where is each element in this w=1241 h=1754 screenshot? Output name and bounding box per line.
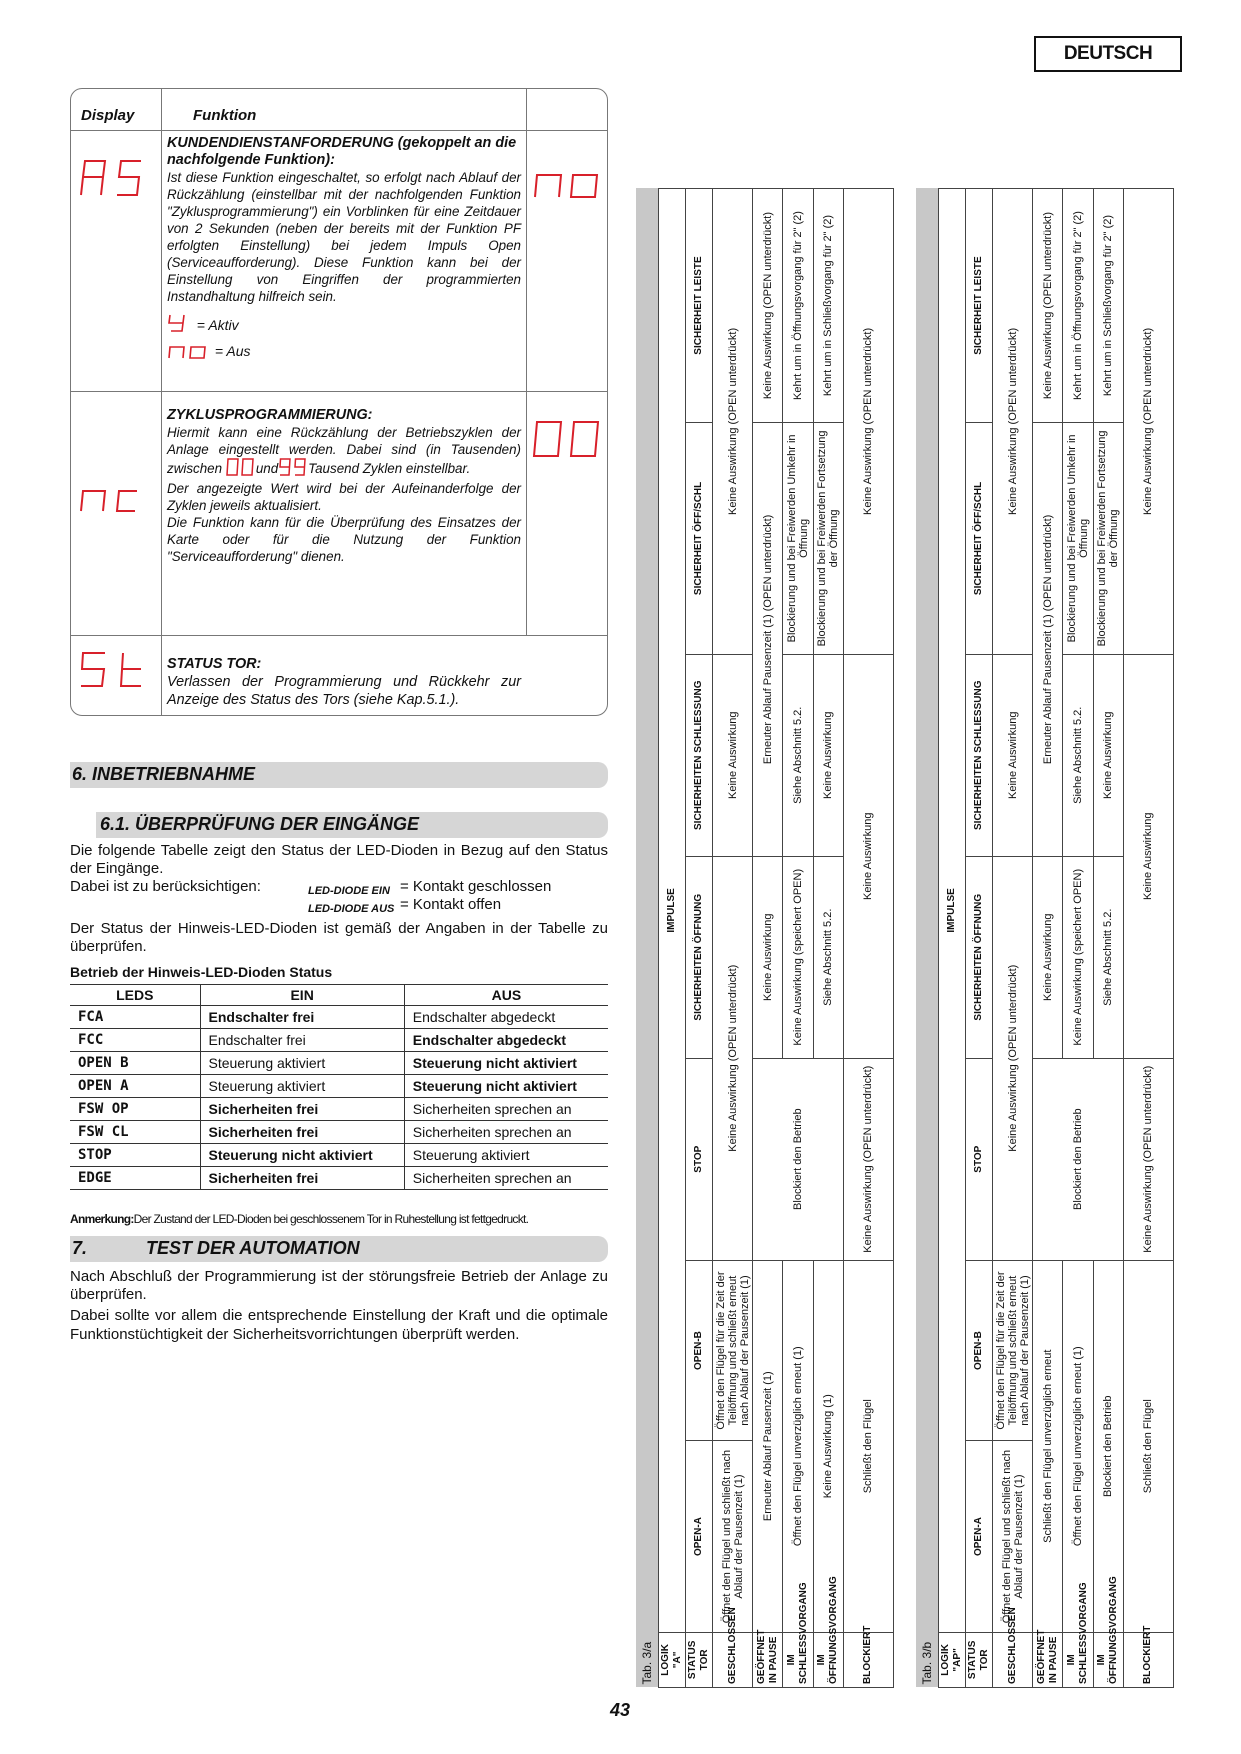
led-on-cell: Endschalter frei bbox=[200, 1029, 404, 1052]
row-header-pause: GEÖFFNET IN PAUSE bbox=[753, 1632, 783, 1687]
section-6-p2: Dabei ist zu berücksichtigen: LED-DIODE EIN = Kontakt geschlossen LED-DIODE AUS = Kontakt offen bbox=[70, 878, 608, 896]
cell: Öffnet den Flügel für die Zeit der Teilöffnung und schließt erneut nach Ablauf der Pausenzeit (1) bbox=[712, 1260, 752, 1441]
cell: Siehe Abschnitt 5.2. bbox=[1093, 856, 1123, 1058]
cell: Blockierung und bei Freiwerden Fortsetzung der Öffnung bbox=[1093, 423, 1123, 655]
page-number: 43 bbox=[610, 1700, 631, 1720]
led-on-cell: Sicherheiten frei bbox=[200, 1167, 404, 1190]
led-status-table bbox=[70, 984, 608, 1190]
cell: Keine Auswirkung bbox=[1123, 654, 1173, 1058]
row-header-blockiert: BLOCKIERT bbox=[843, 1632, 893, 1687]
section-6-heading: 6. INBETRIEBNAHME bbox=[72, 764, 256, 784]
led-off-cell: Steuerung nicht aktiviert bbox=[404, 1075, 608, 1098]
cell: Keine Auswirkung bbox=[1033, 856, 1063, 1058]
row-header-pause: GEÖFFNET IN PAUSE bbox=[1033, 1632, 1063, 1687]
cell: Keine Auswirkung (OPEN unterdrückt) bbox=[712, 189, 752, 655]
col-display-label: Display bbox=[81, 107, 135, 124]
cell: Schließt den Flügel bbox=[843, 1260, 893, 1632]
led-header-leds: LEDS bbox=[70, 985, 200, 1006]
cell: Blockierung und bei Freiwerden Umkehr in Öffnung bbox=[783, 423, 813, 655]
row-header-blockiert: BLOCKIERT bbox=[1123, 1632, 1173, 1687]
logic-table-a bbox=[636, 88, 894, 1688]
cell: Keine Auswirkung bbox=[813, 654, 843, 856]
cell: Schließt den Flügel unverzüglich erneut bbox=[1033, 1260, 1063, 1632]
column-header: SICHERHEITEN SCHLIESSUNG bbox=[965, 654, 992, 856]
cell: Keine Auswirkung (speichert OPEN) bbox=[1063, 856, 1093, 1058]
cell: Keine Auswirkung (OPEN unterdrückt) bbox=[992, 856, 1032, 1260]
column-header: SICHERHEIT ÖFF/SCHL bbox=[965, 423, 992, 655]
cell: Öffnet den Flügel unverzüglich erneut (1) bbox=[1063, 1260, 1093, 1632]
cell: Siehe Abschnitt 5.2. bbox=[813, 856, 843, 1058]
cell: Keine Auswirkung (OPEN unterdrückt) bbox=[1123, 1058, 1173, 1260]
cell: Keine Auswirkung (OPEN unterdrückt) bbox=[992, 189, 1032, 655]
column-header: OPEN-B bbox=[965, 1260, 992, 1441]
led-off-cell: Steuerung aktiviert bbox=[404, 1144, 608, 1167]
display-code-as bbox=[77, 157, 149, 197]
logic-name: LOGIK "A" bbox=[658, 1632, 685, 1687]
section-61-heading: 6.1. ÜBERPRÜFUNG DER EINGÄNGE bbox=[100, 814, 420, 834]
led-row bbox=[70, 1052, 608, 1075]
cell: Keine Auswirkung bbox=[753, 856, 783, 1058]
display-code-st bbox=[77, 649, 149, 689]
tab-label: Tab. 3/a bbox=[636, 189, 658, 1688]
column-header: STATUS TOR bbox=[685, 1632, 712, 1687]
cell: Öffnet den Flügel für die Zeit der Teilöffnung und schließt erneut nach Ablauf der Pausenzeit (1) bbox=[992, 1260, 1032, 1441]
column-header: STATUS TOR bbox=[965, 1632, 992, 1687]
column-header: OPEN-A bbox=[685, 1441, 712, 1632]
impulse-header: IMPULSE bbox=[658, 189, 685, 1633]
led-on-cell: Steuerung aktiviert bbox=[200, 1052, 404, 1075]
cell: Kehrt um in Öffnungsvorgang für 2" (2) bbox=[783, 189, 813, 423]
column-header: SICHERHEIT ÖFF/SCHL bbox=[685, 423, 712, 655]
row-header-geschlossen: GESCHLOSSEN bbox=[712, 1632, 752, 1687]
led-on-cell: Sicherheiten frei bbox=[200, 1121, 404, 1144]
column-header: STOP bbox=[965, 1058, 992, 1260]
led-on-text: = Kontakt geschlossen bbox=[400, 878, 552, 895]
cell: Keine Auswirkung bbox=[843, 654, 893, 1058]
cell: Keine Auswirkung (OPEN unterdrückt) bbox=[1033, 189, 1063, 423]
led-name-cell: FCC bbox=[70, 1029, 200, 1052]
section-7-heading: TEST DER AUTOMATION bbox=[146, 1238, 360, 1258]
column-header: SICHERHEIT LEISTE bbox=[965, 189, 992, 423]
led-on-cell: Endschalter frei bbox=[200, 1006, 404, 1029]
cell: Keine Auswirkung (1) bbox=[813, 1260, 843, 1632]
function-st-text: STATUS TOR: Verlassen der Programmierung und Rückkehr zur Anzeige des Status des Tors (siehe Kap.5.1.). bbox=[167, 656, 521, 708]
led-off-cell: Sicherheiten sprechen an bbox=[404, 1167, 608, 1190]
column-header: SICHERHEITEN SCHLIESSUNG bbox=[685, 654, 712, 856]
range-to-code bbox=[278, 458, 308, 480]
default-value-00 bbox=[531, 419, 603, 459]
cell: Keine Auswirkung bbox=[992, 654, 1032, 856]
section-6-p3: Der Status der Hinweis-LED-Dioden ist gemäß der Angaben in der Tabelle zu überprüfen. bbox=[70, 920, 608, 955]
cell: Erneuter Ablauf Pausenzeit (1) (OPEN unterdrückt) bbox=[753, 423, 783, 857]
cell: Keine Auswirkung (speichert OPEN) bbox=[783, 856, 813, 1058]
cell: Keine Auswirkung (OPEN unterdrückt) bbox=[843, 1058, 893, 1260]
led-row bbox=[70, 1029, 608, 1052]
led-row bbox=[70, 1121, 608, 1144]
led-name-cell: FCA bbox=[70, 1006, 200, 1029]
led-row bbox=[70, 1075, 608, 1098]
cell: Keine Auswirkung (OPEN unterdrückt) bbox=[843, 189, 893, 655]
led-name-cell: EDGE bbox=[70, 1167, 200, 1190]
row-header-oeffnung: IM ÖFFNUNGSVORGANG bbox=[813, 1632, 843, 1687]
function-table bbox=[70, 88, 608, 716]
column-header: SICHERHEITEN ÖFFNUNG bbox=[965, 856, 992, 1058]
cell: Öffnet den Flügel und schließt nach Ablauf der Pausenzeit (1) bbox=[992, 1441, 1032, 1632]
cell: Kehrt um in Schließvorgang für 2" (2) bbox=[1093, 189, 1123, 423]
led-on-cell: Steuerung aktiviert bbox=[200, 1075, 404, 1098]
cell: Kehrt um in Schließvorgang für 2" (2) bbox=[813, 189, 843, 423]
row-header-schliess: IM SCHLIESSVORGANG bbox=[1063, 1632, 1093, 1687]
column-header: OPEN-B bbox=[685, 1260, 712, 1441]
cell: Keine Auswirkung (OPEN unterdrückt) bbox=[753, 189, 783, 423]
cell: Schließt den Flügel bbox=[1123, 1260, 1173, 1632]
led-off-text: = Kontakt offen bbox=[400, 896, 502, 913]
cell: Öffnet den Flügel unverzüglich erneut (1) bbox=[783, 1260, 813, 1632]
led-table-title: Betrieb der Hinweis-LED-Dioden Status bbox=[70, 964, 333, 980]
cell: Siehe Abschnitt 5.2. bbox=[783, 654, 813, 856]
led-name-cell: OPEN A bbox=[70, 1075, 200, 1098]
cell: Kehrt um in Öffnungsvorgang für 2" (2) bbox=[1063, 189, 1093, 423]
logic-name: LOGIK "AP" bbox=[938, 1632, 965, 1687]
logic-table-b bbox=[916, 88, 1174, 1688]
led-row bbox=[70, 1167, 608, 1190]
led-on-cell: Steuerung nicht aktiviert bbox=[200, 1144, 404, 1167]
led-off-cell: Endschalter abgedeckt bbox=[404, 1029, 608, 1052]
section-6-p1: Die folgende Tabelle zeigt den Status der LED-Dioden in Bezug auf den Status der Eingänge. bbox=[70, 842, 608, 877]
cell: Erneuter Ablauf Pausenzeit (1) bbox=[753, 1260, 783, 1632]
cell: Keine Auswirkung bbox=[1093, 654, 1123, 856]
row-header-schliess: IM SCHLIESSVORGANG bbox=[783, 1632, 813, 1687]
led-name-cell: STOP bbox=[70, 1144, 200, 1167]
function-as-text: KUNDENDIENSTANFORDERUNG (gekoppelt an die nachfolgende Funktion): Ist diese Funktion eingeschaltet, so erfolgt nach Ablauf der Rückzählung (einstellbar mit der nachfolgenden Funktion "Zyklusprogrammierung") ein Vorblinken für eine Zeitdauer von 2 Sekunden (neben der bereits mit der Funktion PF erfolgten Einstellung) bei jedem Impuls Open (Serviceaufforderung). Diese Funktion kann bei der Einstellung von Eingriffen der programmierten Instandhaltung hilfreich sein. = Aktiv = Aus bbox=[167, 135, 521, 363]
cell: Keine Auswirkung bbox=[712, 654, 752, 856]
section-7-p1: Nach Abschluß der Programmierung ist der störungsfreie Betrieb der Anlage zu überprüfen. bbox=[70, 1268, 608, 1303]
tab-label: Tab. 3/b bbox=[916, 189, 938, 1688]
column-header: STOP bbox=[685, 1058, 712, 1260]
column-header: SICHERHEIT LEISTE bbox=[685, 189, 712, 423]
cell: Keine Auswirkung (OPEN unterdrückt) bbox=[712, 856, 752, 1260]
led-header-aus: AUS bbox=[404, 985, 608, 1006]
led-off-cell: Steuerung nicht aktiviert bbox=[404, 1052, 608, 1075]
section-7-p2: Dabei sollte vor allem die entsprechende Einstellung der Kraft und die optimale Funktionstüchtigkeit der Sicherheitsvorrichtungen überprüft werden. bbox=[70, 1307, 608, 1343]
cell: Erneuter Ablauf Pausenzeit (1) (OPEN unterdrückt) bbox=[1033, 423, 1063, 857]
led-name-cell: FSW CL bbox=[70, 1121, 200, 1144]
led-off-label: LED-DIODE AUS bbox=[308, 903, 395, 915]
cell: Öffnet den Flügel und schließt nach Ablauf der Pausenzeit (1) bbox=[712, 1441, 752, 1632]
led-note: Anmerkung:Der Zustand der LED-Dioden bei geschlossenem Tor in Ruhestellung ist fettgedruckt. bbox=[70, 1212, 529, 1226]
col-function-label: Funktion bbox=[193, 107, 257, 124]
cell: Blockiert den Betrieb bbox=[1033, 1058, 1124, 1260]
led-on-label: LED-DIODE EIN bbox=[308, 885, 390, 897]
led-row bbox=[70, 1098, 608, 1121]
language-badge: DEUTSCH bbox=[1034, 36, 1182, 72]
led-name-cell: FSW OP bbox=[70, 1098, 200, 1121]
column-header: SICHERHEITEN ÖFFNUNG bbox=[685, 856, 712, 1058]
column-header: OPEN-A bbox=[965, 1441, 992, 1632]
row-header-oeffnung: IM ÖFFNUNGSVORGANG bbox=[1093, 1632, 1123, 1687]
section-7-number: 7. bbox=[72, 1238, 88, 1258]
cell: Siehe Abschnitt 5.2. bbox=[1063, 654, 1093, 856]
default-value-no bbox=[531, 171, 603, 199]
option-y-code bbox=[167, 313, 189, 337]
range-from-code bbox=[226, 458, 256, 480]
led-row bbox=[70, 1144, 608, 1167]
cell: Blockiert den Betrieb bbox=[1093, 1260, 1123, 1632]
led-off-cell: Sicherheiten sprechen an bbox=[404, 1098, 608, 1121]
row-header-geschlossen: GESCHLOSSEN bbox=[992, 1632, 1032, 1687]
cell: Blockierung und bei Freiwerden Fortsetzung der Öffnung bbox=[813, 423, 843, 655]
option-no-code bbox=[167, 341, 211, 363]
led-on-cell: Sicherheiten frei bbox=[200, 1098, 404, 1121]
impulse-header: IMPULSE bbox=[938, 189, 965, 1633]
function-nc-text: ZYKLUSPROGRAMMIERUNG: Hiermit kann eine Rückzählung der Betriebszyklen der Anlage eingestellt werden. Dabei sind (in Tausenden) zwischen und Tausend Zyklen einstellbar. Der angezeigte Wert wird bei der Aufeinanderfolge der Zyklen jeweils aktualisiert. Die Funktion kann für die Überprüfung des Einsatzes der Karte oder für die Nutzung der Funktion "Serviceaufforderung" dienen. bbox=[167, 407, 521, 564]
led-off-cell: Sicherheiten sprechen an bbox=[404, 1121, 608, 1144]
led-row bbox=[70, 1006, 608, 1029]
led-header-ein: EIN bbox=[200, 985, 404, 1006]
led-off-cell: Endschalter abgedeckt bbox=[404, 1006, 608, 1029]
led-name-cell: OPEN B bbox=[70, 1052, 200, 1075]
cell: Keine Auswirkung (OPEN unterdrückt) bbox=[1123, 189, 1173, 655]
display-code-nc bbox=[77, 487, 149, 513]
cell: Blockiert den Betrieb bbox=[753, 1058, 844, 1260]
cell: Blockierung und bei Freiwerden Umkehr in Öffnung bbox=[1063, 423, 1093, 655]
